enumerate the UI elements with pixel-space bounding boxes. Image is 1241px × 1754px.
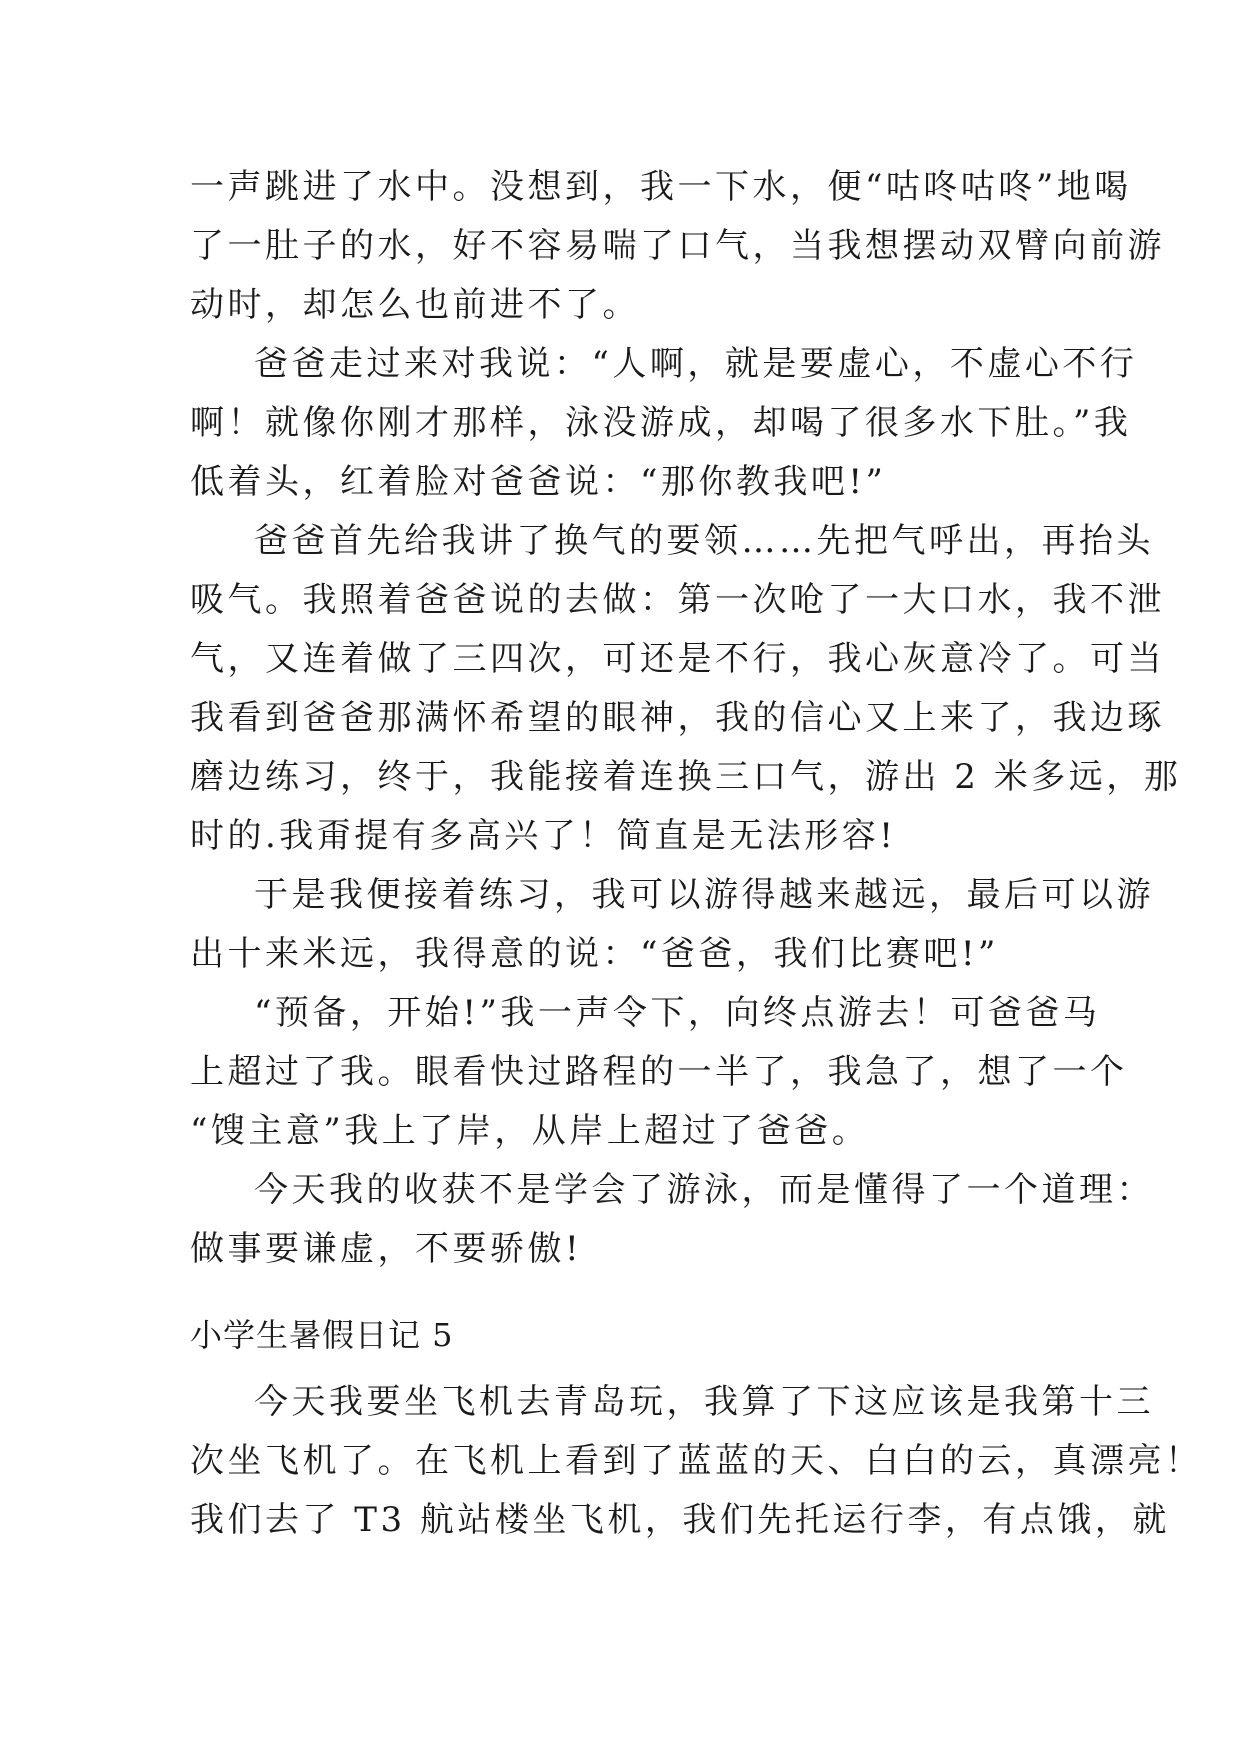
text-line: 一声跳进了水中。没想到，我一下水，便“咕咚咕咚”地喝: [190, 167, 1132, 207]
text-line: 做事要谦虚，不要骄傲!: [190, 1229, 583, 1269]
text-line: 于是我便接着练习，我可以游得越来越远，最后可以游: [254, 875, 1154, 915]
text-line: 动时，却怎么也前进不了。: [190, 285, 640, 325]
text-line: 上超过了我。眼看快过路程的一半了，我急了，想了一个: [190, 1052, 1128, 1092]
diary-body-section-1: [190, 158, 1182, 1279]
text-line: 爸爸走过来对我说：“人啊，就是要虚心，不虚心不行: [254, 344, 1138, 384]
diary-entry-heading: 小学生暑假日记 5: [190, 1316, 454, 1354]
text-line: 了一肚子的水，好不容易喘了口气，当我想摆动双臂向前游: [190, 226, 1165, 266]
text-line: 次坐飞机了。在飞机上看到了蓝蓝的天、白白的云，真漂亮！: [190, 1441, 1203, 1481]
text-line: “馊主意”我上了岸，从岸上超过了爸爸。: [190, 1111, 870, 1151]
text-line: 出十来米远，我得意的说：“爸爸，我们比赛吧!”: [190, 934, 999, 974]
text-line: 我看到爸爸那满怀希望的眼神，我的信心又上来了，我边琢: [190, 698, 1165, 738]
text-line: 低着头，红着脸对爸爸说：“那你教我吧!”: [190, 462, 887, 502]
text-line: 啊！就像你刚才那样，泳没游成，却喝了很多水下肚。”我: [190, 403, 1132, 443]
text-line: 今天我的收获不是学会了游泳，而是懂得了一个道理：: [254, 1170, 1154, 1210]
text-line: 我们去了 T3 航站楼坐飞机，我们先托运行李，有点饿，就: [190, 1500, 1170, 1540]
text-line: 气，又连着做了三四次，可还是不行，我心灰意冷了。可当: [190, 639, 1165, 679]
text-line: 爸爸首先给我讲了换气的要领……先把气呼出，再抬头: [254, 521, 1154, 561]
text-line: 时的.我甭提有多高兴了！简直是无法形容!: [190, 816, 897, 856]
diary-body-section-2: [190, 1373, 1203, 1550]
text-line: 磨边练习，终于，我能接着连换三口气，游出 2 米多远，那: [190, 757, 1182, 797]
text-line: 今天我要坐飞机去青岛玩，我算了下这应该是我第十三: [254, 1382, 1154, 1422]
text-line: “预备，开始!”我一声令下，向终点游去！可爸爸马: [254, 993, 1101, 1033]
text-line: 吸气。我照着爸爸说的去做：第一次呛了一大口水，我不泄: [190, 580, 1165, 620]
